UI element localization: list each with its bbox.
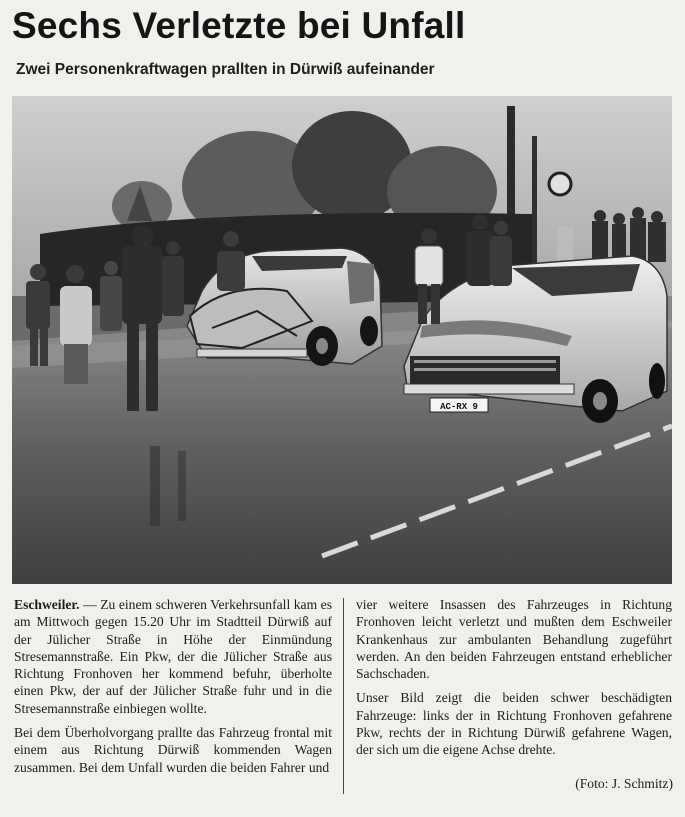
subheadline: Zwei Personenkraftwagen prallten in Dürwiß aufeinander [16, 61, 435, 78]
lead-place: Eschweiler. [14, 597, 80, 612]
paragraph-right-2: Unser Bild zeigt die beiden schwer beschädigten Fahrzeuge: links der in Richtung Fronhoven gefahrene Pkw, rechts der in Richtung Dürwiß gefahrene Wagen, der sich um die eigene Achse drehte. [356, 690, 672, 758]
article-column-left [14, 596, 332, 776]
accident-photo [12, 96, 672, 584]
traffic-sign-icon [549, 173, 571, 195]
paragraph-left-1-text: — Zu einem schweren Verkehrsunfall kam es am Mittwoch gegen 15.20 Uhr im Stadtteil Dürwiß auf der Jülicher Straße in Höhe der Einmündung Stresemannstraße. Ein Pkw, der die Jülicher Straße aus Richtung Fronhoven her kommend befuhr, überholte einen Pkw, der auf der Jülicher Straße fuhr und in die Stresemannstraße einbiegen wollte. [14, 597, 332, 716]
paragraph-left-1 [14, 596, 332, 717]
column-divider [343, 598, 344, 794]
license-plate-text: AC-RX 9 [440, 402, 478, 412]
paragraph-right-1: vier weitere Insassen des Fahrzeuges in Richtung Fronhoven leicht verletzt und mußten dem Eschweiler Krankenhaus zur ambulanten Behandlung zugeführt werden. An den beiden Fahrzeugen entstand erheblicher Sachschaden. [356, 597, 672, 682]
paragraph-left-2: Bei dem Überholvorgang prallte das Fahrzeug frontal mit einem aus Richtung Dürwiß kommenden Wagen zusammen. Bei dem Unfall wurden die beiden Fahrer und [14, 725, 332, 775]
photo-credit: (Foto: J. Schmitz) [575, 776, 673, 791]
article-column-right [356, 596, 672, 759]
headline: Sechs Verletzte bei Unfall [12, 5, 466, 46]
